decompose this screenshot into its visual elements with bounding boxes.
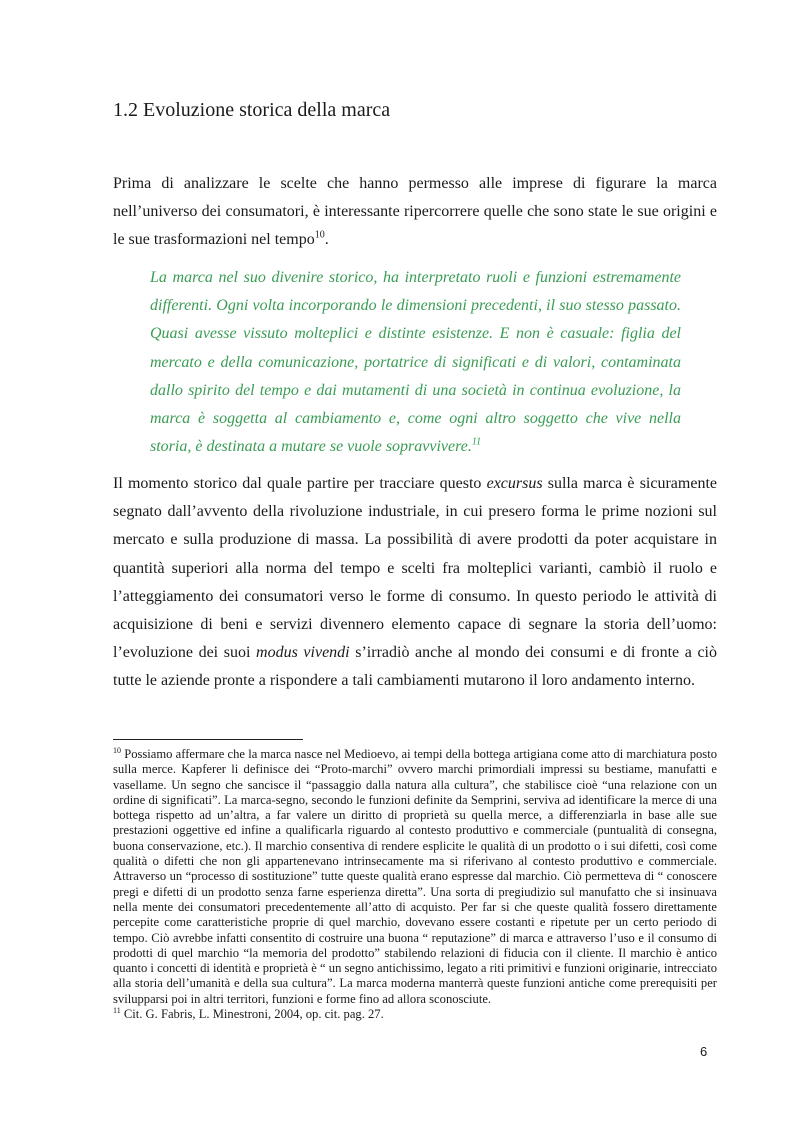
body-text-2: sulla marca è sicuramente segnato dall’avvento della rivoluzione industriale, in cui presero forma le prime nozioni sul mercato e sulla produzione di massa. La possibilità di avere prodotti da poter acquistare in quantità superiori alla norma del tempo e scelti fra molteplici varianti, cambiò il ruolo e l’atteggiamento dei consumatori verso le forme di consumo. In questo periodo le attività di acquisizione di beni e servizi divennero elemento capace di segnare la storia dell’uomo: l’evoluzione dei suoi [113, 475, 717, 662]
body-text-3: s’irradiò anche al mondo dei consumi e di fronte a ciò tutte le aziende pronte a rispondere a tali cambiamenti mutarono il loro andamento interno. [113, 644, 718, 690]
footnote-separator [113, 739, 303, 740]
body-text-1: Il momento storico dal quale partire per tracciare questo [113, 475, 487, 492]
intro-paragraph [113, 170, 717, 255]
footnote-number: 10 [113, 745, 121, 755]
footnote-text: Cit. G. Fabris, L. Minestroni, 2004, op. cit. pag. 27. [120, 1007, 384, 1022]
intro-end: . [324, 231, 329, 249]
block-quote [150, 264, 681, 461]
footnote-number: 11 [113, 1005, 121, 1015]
footnote-ref-11[interactable]: 11 [471, 436, 482, 448]
quote-text: La marca nel suo divenire storico, ha interpretato ruoli e funzioni estremamente differenti. Ogni volta incorporando le dimensioni precedenti, il suo stesso passato. Quasi avesse vissuto molteplici e distinte esistenze. E non è casuale: figlia del mercato e della comunicazione, portatrice di significati e di valori, contaminata dallo spirito del tempo e dai mutamenti di una società in continua evoluzione, la marca è soggetta al cambiamento e, come ogni altro soggetto che vive nella storia, è destinata a mutare se vuole sopravvivere. [150, 269, 681, 456]
section-heading: 1.2 Evoluzione storica della marca [113, 99, 391, 121]
emphasis-modus-vivendi: modus vivendi [256, 644, 350, 662]
footnote-ref-10[interactable]: 10 [314, 230, 325, 242]
intro-text: Prima di analizzare le scelte che hanno permesso alle imprese di figurare la marca nell’universo dei consumatori, è interessante ripercorrere quelle che sono state le sue origini e le sue trasformazioni nel tempo [113, 175, 717, 249]
page-number: 6 [700, 1044, 708, 1059]
footnotes [113, 747, 717, 1022]
footnote-11 [113, 1007, 717, 1022]
footnote-text: Possiamo affermare che la marca nasce nel Medioevo, ai tempi della bottega artigiana come atto di marchiatura posto sulla merce. Kapferer li definisce dei “Proto-marchi” ovvero marchi primordiali impressi su bestiame, manufatti e vasellame. Un segno che sancisce il “passaggio dalla natura alla cultura”, che stabilisce cioè “una relazione con un ordine di significati”. La marca-segno, secondo le funzioni definite da Semprini, serviva ad identificare la merce di una bottega rispetto ad un’altra, a far valere un diritto di proprietà su quella merce, a differenziarla in base alle sue prestazioni oggettive ed infine a qualificarla riguardo al contesto produttivo e commerciale (puntualità di consegna, buona conservazione, etc.). Il marchio consentiva di rendere esplicite le qualità di un prodotto o i sui difetti, così come qualità o difetti che non gli appartenevano intrinsecamente ma si riferivano al contesto produttivo e commerciale. Attraverso un “processo di sostituzione” tutte queste qualità erano espresse dal marchio. Ciò permetteva di “ conoscere pregi e difetti di un prodotto senza farne esperienza diretta”. Una sorta di pregiudizio sul manufatto che si insinuava nella mente dei consumatori precedentemente all’atto di acquisto. Per far si che queste qualità fossero direttamente percepite come caratteristiche proprie di quel marchio, dovevano essere costanti e ripetute per un certo periodo di tempo. Ciò avrebbe infatti consentito di costruire una buona “ reputazione” di marca e attraverso l’uso e il consumo di prodotti di quel marchio “la memoria del prodotto” stabilendo relazioni di fiducia con il cliente. Il marchio è antico quanto i concetti di identità e proprietà è “ un segno antichissimo, legato a riti primitivi e funzioni originarie, intrecciato alla storia dell’umanità e della sua cultura”. La marca moderna manterrà queste funzioni antiche come prerequisiti per svilupparsi poi in altri territori, funzioni e forme fino ad allora sconosciute. [113, 747, 717, 1006]
emphasis-excursus: excursus [486, 475, 543, 492]
footnote-10 [113, 747, 717, 1007]
body-paragraph [113, 470, 717, 696]
